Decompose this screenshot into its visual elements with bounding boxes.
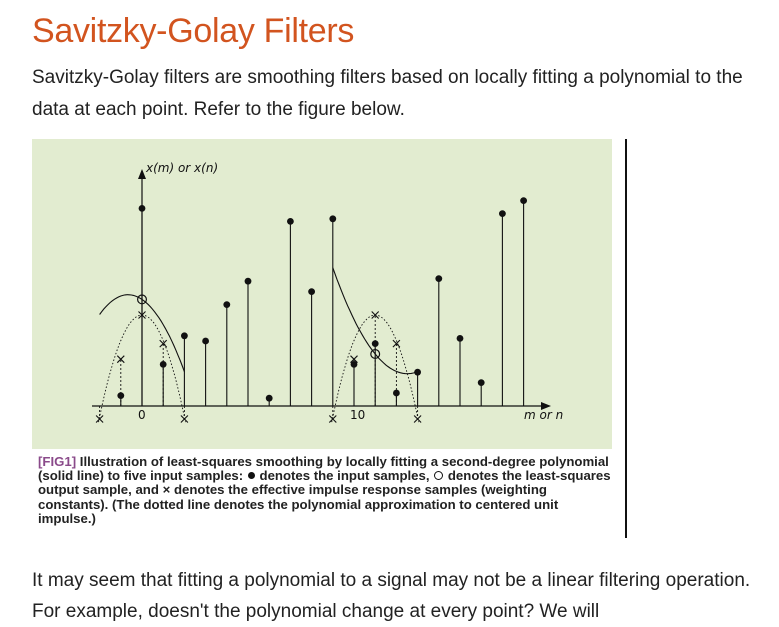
filled-dot-icon bbox=[248, 472, 255, 479]
input-sample-point bbox=[372, 340, 379, 347]
input-sample-point bbox=[266, 395, 273, 402]
input-sample-point bbox=[223, 301, 230, 308]
cross-icon: × bbox=[162, 482, 171, 498]
input-sample-point bbox=[308, 288, 315, 295]
x-tick-label-10: 10 bbox=[350, 408, 366, 422]
caption-text-3: denotes the least-squares output sample, and bbox=[38, 468, 611, 498]
figure-caption bbox=[38, 455, 613, 526]
input-sample-point bbox=[435, 275, 442, 282]
caption-fig-tag: [FIG1] bbox=[38, 454, 77, 469]
page-title: Savitzky-Golay Filters bbox=[32, 12, 355, 50]
closing-paragraph: It may seem that fitting a polynomial to a signal may not be a linear filtering operation. For example, doesn't the polynomial change at every point? We will bbox=[32, 570, 751, 622]
x-tick-label-0: 0 bbox=[138, 408, 146, 422]
caption-text-2: denotes the input samples, bbox=[259, 468, 430, 484]
y-axis-arrow-icon bbox=[138, 169, 146, 179]
y-axis-label: x(m) or x(n) bbox=[146, 161, 219, 175]
impulse-response-mark bbox=[96, 416, 103, 423]
figure-panel bbox=[32, 139, 612, 449]
input-sample-point bbox=[202, 338, 209, 345]
input-sample-point bbox=[181, 332, 188, 339]
input-sample-point bbox=[457, 335, 464, 342]
impulse-response-mark bbox=[414, 416, 421, 423]
impulse-response-mark bbox=[329, 416, 336, 423]
input-sample-point bbox=[329, 215, 336, 222]
input-sample-point bbox=[414, 369, 421, 376]
figure-divider bbox=[625, 139, 627, 538]
input-sample-point bbox=[393, 390, 400, 397]
caption-text-1: Illustration of least-squares smoothing by locally fitting a second-degree polynomial (solid line) to five input samples: bbox=[38, 454, 609, 484]
intro-paragraph: Savitzky-Golay filters are smoothing filters based on locally fitting a polynomial to the data at each point. Refer to the figure below. bbox=[32, 67, 743, 120]
input-sample-point bbox=[117, 392, 124, 399]
input-sample-point bbox=[245, 278, 252, 285]
input-sample-point bbox=[520, 197, 527, 204]
input-sample-point bbox=[287, 218, 294, 225]
input-sample-point bbox=[160, 361, 167, 368]
input-sample-point bbox=[478, 379, 485, 386]
open-circle-icon bbox=[434, 471, 443, 480]
x-axis-label: m or n bbox=[524, 408, 564, 422]
input-sample-point bbox=[499, 210, 506, 217]
impulse-response-mark bbox=[181, 416, 188, 423]
figure-chart bbox=[32, 139, 612, 449]
caption-text-4: denotes the effective impulse response samples (weighting constants). (The dotted line denotes the polynomial approximation to centered unit impulse.) bbox=[38, 482, 559, 526]
